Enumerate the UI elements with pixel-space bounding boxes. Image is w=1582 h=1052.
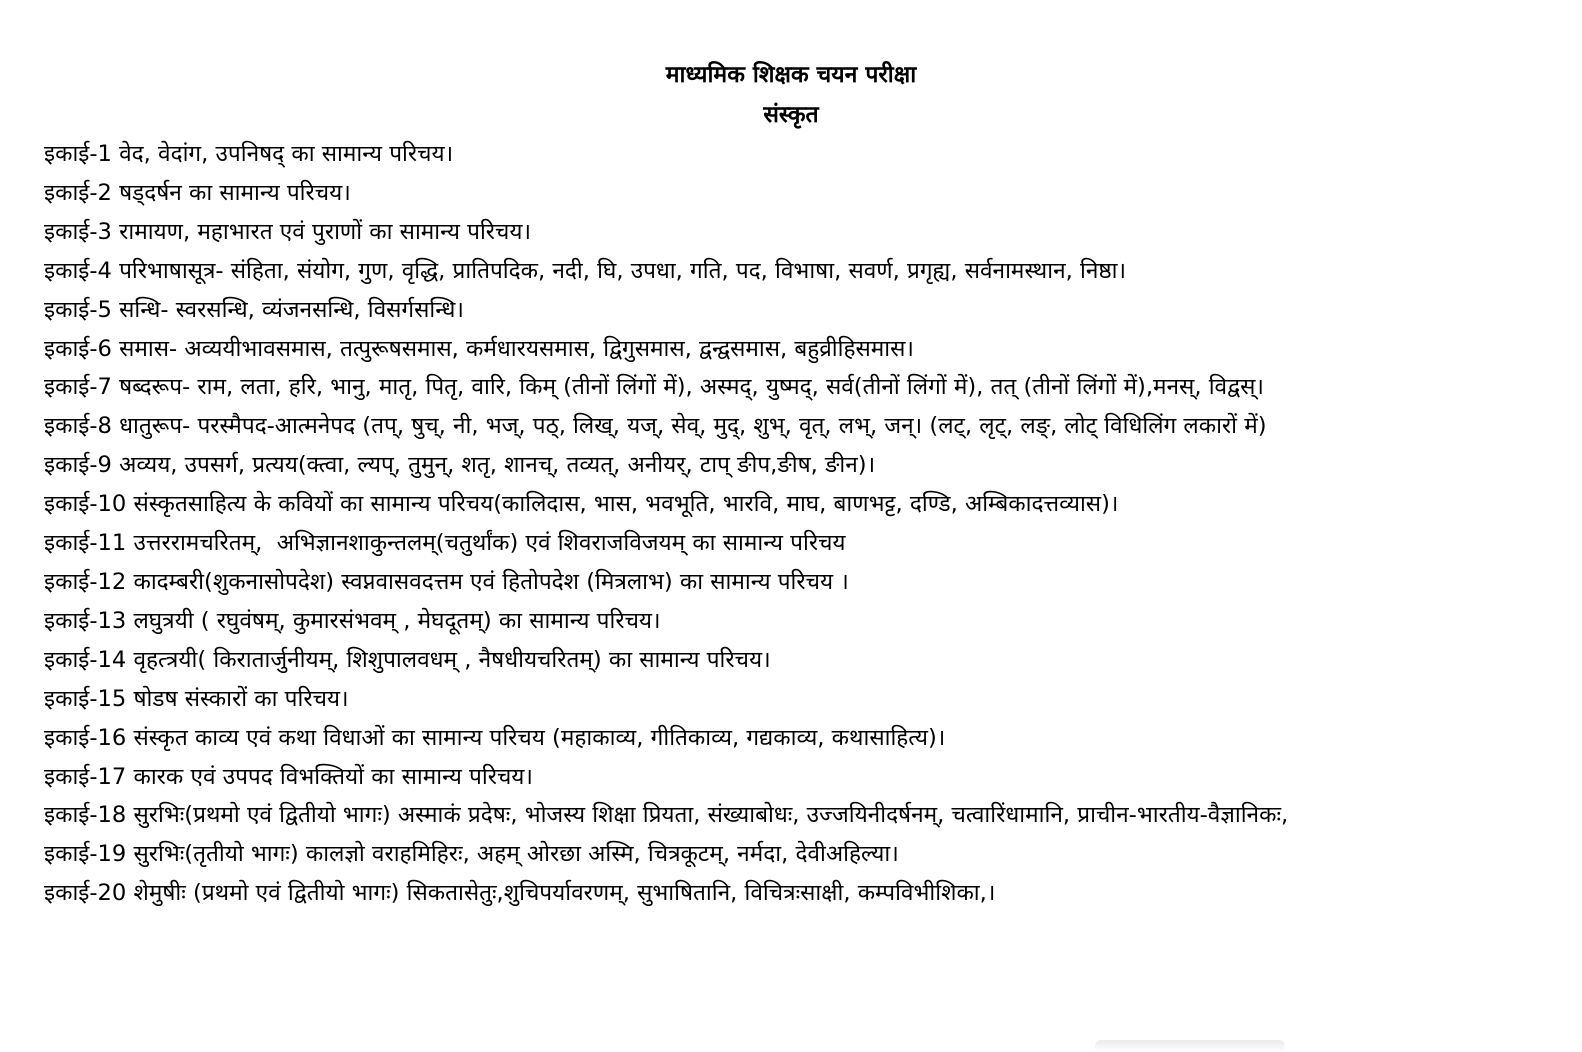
unit-item: इकाई-6 समास- अव्ययीभावसमास, तत्पुरूषसमास, कर्मधारयसमास, द्विगुसमास, द्वन्द्वसमास, बहुव्रीहिसमास।: [44, 335, 914, 362]
unit-item: इकाई-11 उत्तररामचरितम्, अभिज्ञानशाकुन्तलम्(चतुर्थांक) एवं शिवराजविजयम् का सामान्य परिचय: [44, 530, 846, 557]
unit-item: इकाई-1 वेद, वेदांग, उपनिषद् का सामान्य परिचय।: [44, 141, 454, 167]
unit-item: इकाई-10 संस्कृतसाहित्य के कवियों का सामान्य परिचय(कालिदास, भास, भवभूति, भारवि, माघ, बाणभट्ट, दण्डि, अम्बिकादत्तव्यास)।: [44, 491, 1119, 518]
unit-item: इकाई-19 सुरभिः(तृतीयो भागः) कालज्ञो वराहमिहिरः, अहम् ओरछा अस्मि, चित्रकूटम्, नर्मदा, देवीअहिल्या।: [44, 841, 899, 868]
unit-item: इकाई-8 धातुरूप- परस्मैपद-आत्मनेपद (तप्, षुच्, नी, भज्, पठ्, लिख्, यज्, सेव्, मुद्, शुभ्, वृत्, लभ्, जन्। (लट्, लृट्, लङ्, लोट् विधिलिंग लकारों में): [44, 413, 1267, 440]
unit-item: इकाई-17 कारक एवं उपपद विभक्तियों का सामान्य परिचय।: [44, 763, 533, 790]
unit-item: इकाई-18 सुरभिः(प्रथमो एवं द्वितीयो भागः) अस्माकं प्रदेषः, भोजस्य शिक्षा प्रियता, संख्याबोधः, उज्जयिनीदर्षनम्, चत्वारिंधामानि, प्राचीन-भारतीय-वैज्ञानिकः,: [44, 802, 1289, 829]
unit-item: इकाई-15 षोडष संस्कारों का परिचय।: [44, 685, 349, 712]
subject-heading: संस्कृत: [763, 102, 819, 128]
unit-list: [44, 135, 1544, 913]
unit-item: इकाई-7 षब्दरूप- राम, लता, हरि, भानु, मातृ, पितृ, वारि, किम् (तीनों लिंगों में), अस्मद्, युष्मद्, सर्व(तीनों लिंगों में), तत् (तीनों लिंगों में),मनस्, विद्वस्।: [44, 374, 1264, 401]
unit-item: इकाई-9 अव्यय, उपसर्ग, प्रत्यय(क्त्वा, ल्यप्, तुमुन्, शतृ, शानच्, तव्यत्, अनीयर्, टाप् ङीप,ङीष, ङीन)।: [44, 452, 876, 479]
scan-shadow: [1095, 1040, 1285, 1052]
unit-item: इकाई-20 शेमुषीः (प्रथमो एवं द्वितीयो भागः) सिकतासेतुः,शुचिपर्यावरणम्, सुभाषितानि, विचित्रःसाक्षी, कम्पविभीशिका,।: [44, 880, 996, 907]
unit-item: इकाई-4 परिभाषासूत्र- संहिता, संयोग, गुण, वृद्धि, प्रातिपदिक, नदी, घि, उपधा, गति, पद, विभाषा, सवर्ण, प्रगृह्य, सर्वनामस्थान, निष्ठा।: [44, 257, 1127, 284]
unit-item: इकाई-12 कादम्बरी(शुकनासोपदेश) स्वप्नवासवदत्तम एवं हितोपदेश (मित्रलाभ) का सामान्य परिचय ।: [44, 568, 849, 595]
unit-item: इकाई-3 रामायण, महाभारत एवं पुराणों का सामान्य परिचय।: [44, 218, 532, 245]
unit-item: इकाई-13 लघुत्रयी ( रघुवंषम्, कुमारसंभवम् , मेघदूतम्) का सामान्य परिचय।: [44, 607, 661, 634]
unit-item: इकाई-16 संस्कृत काव्य एवं कथा विधाओं का सामान्य परिचय (महाकाव्य, गीतिकाव्य, गद्यकाव्य, कथासाहित्य)।: [44, 724, 946, 751]
unit-item: इकाई-14 वृहत्त्रयी( किरातार्जुनीयम्, शिशुपालवधम् , नैषधीयचरितम्) का सामान्य परिचय।: [44, 646, 771, 673]
unit-item: इकाई-2 षड्दर्षन का सामान्य परिचय।: [44, 179, 351, 206]
unit-item: इकाई-5 सन्धि- स्वरसन्धि, व्यंजनसन्धि, विसर्गसन्धि।: [44, 296, 464, 323]
page-title: माध्यमिक शिक्षक चयन परीक्षा: [665, 62, 917, 88]
